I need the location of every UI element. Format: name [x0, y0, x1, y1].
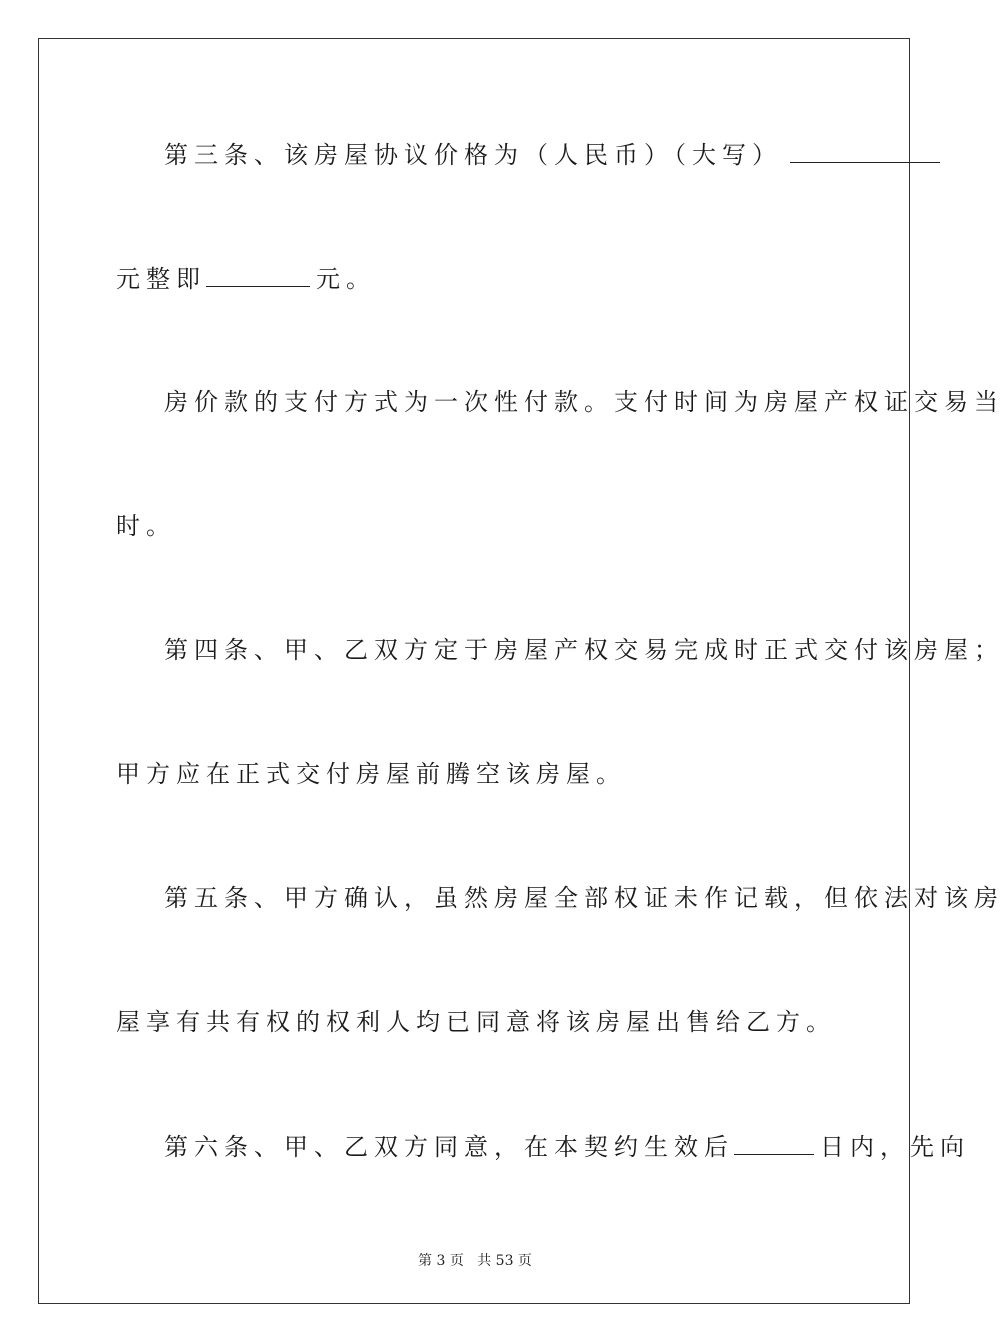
- blank-price-numeric[interactable]: [206, 266, 310, 287]
- page-border: [38, 38, 910, 1304]
- line-text: 时。: [116, 512, 176, 540]
- line-text: 屋享有共有权的权利人均已同意将该房屋出售给乙方。: [116, 1008, 836, 1036]
- line-text: 房价款的支付方式为一次性付款。支付时间为房屋产权证交易当: [164, 388, 1004, 416]
- paragraph-line-article-4: [164, 638, 1004, 662]
- line-text: 第三条、该房屋协议价格为（人民币）（大写）: [164, 141, 782, 169]
- blank-days[interactable]: [734, 1134, 814, 1155]
- line-text-suffix: 元。: [316, 265, 376, 293]
- paragraph-line-article-3: [164, 142, 940, 167]
- line-text-prefix: 元整即: [116, 265, 206, 293]
- paragraph-line-article-5: [164, 886, 1004, 910]
- page-number: 第 3 页: [418, 1253, 464, 1269]
- line-text-suffix: 日内，先向: [820, 1133, 970, 1161]
- paragraph-line-article-6: [164, 1134, 970, 1159]
- page-total: 共 53 页: [477, 1253, 532, 1269]
- line-text: 第五条、甲方确认，虽然房屋全部权证未作记载，但依法对该房: [164, 884, 1004, 912]
- blank-price-uppercase[interactable]: [790, 142, 940, 163]
- line-text: 甲方应在正式交付房屋前腾空该房屋。: [116, 760, 626, 788]
- paragraph-line-price-amount: [116, 266, 376, 291]
- paragraph-line-payment-time: [116, 514, 176, 538]
- page-footer: [0, 1250, 950, 1270]
- line-text: 第四条、甲、乙双方定于房屋产权交易完成时正式交付该房屋；: [164, 636, 1004, 664]
- line-text-prefix: 第六条、甲、乙双方同意，在本契约生效后: [164, 1133, 734, 1161]
- paragraph-line-vacate: [116, 762, 626, 786]
- paragraph-line-payment-method: [164, 390, 1004, 414]
- paragraph-line-coowners: [116, 1010, 836, 1034]
